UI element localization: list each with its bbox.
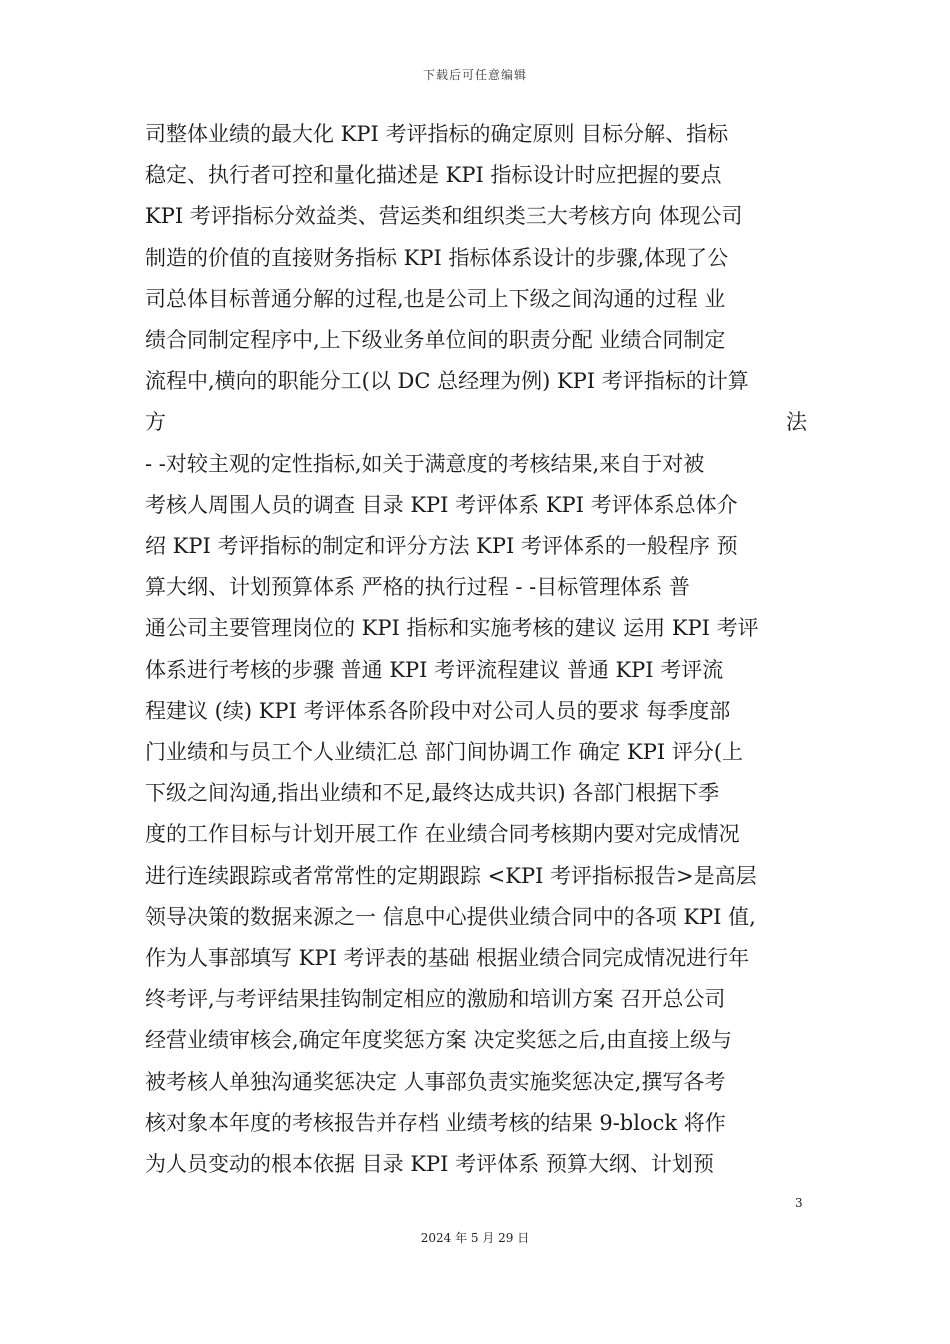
page-header: 下载后可任意编辑 (422, 68, 527, 82)
text-line: 为人员变动的根本依据 目录 KPI 考评体系 预算大纲、计划预 (145, 1152, 714, 1177)
text-line: 度的工作目标与计划开展工作 在业绩合同考核期内要对完成情况 (145, 822, 740, 847)
text-line: 作为人事部填写 KPI 考评表的基础 根据业绩合同完成情况进行年 (145, 946, 750, 971)
text-line: 稳定、执行者可控和量化描述是 KPI 指标设计时应把握的要点 (145, 163, 722, 188)
text-line: 制造的价值的直接财务指标 KPI 指标体系设计的步骤,体现了公 (145, 245, 729, 270)
text-line: 体系进行考核的步骤 普通 KPI 考评流程建议 普通 KPI 考评流 (145, 657, 724, 682)
text-line: 考核人周围人员的调查 目录 KPI 考评体系 KPI 考评体系总体介 (145, 492, 738, 517)
text-line: 司总体目标普通分解的过程,也是公司上下级之间沟通的过程 业 (145, 286, 726, 311)
text-line: 领导决策的数据来源之一 信息中心提供业绩合同中的各项 KPI 值, (145, 904, 756, 929)
text-line: 被考核人单独沟通奖惩决定 人事部负责实施奖惩决定,撰写各考 (145, 1069, 726, 1094)
text-line: 门业绩和与员工个人业绩汇总 部门间协调工作 确定 KPI 评分(上 (145, 740, 744, 765)
text-line: 程建议 (续) KPI 考评体系各阶段中对公司人员的要求 每季度部 (145, 698, 731, 723)
text-line: 司整体业绩的最大化 KPI 考评指标的确定原则 目标分解、指标 (145, 122, 729, 146)
text-line: 经营业绩审核会,确定年度奖惩方案 决定奖惩之后,由直接上级与 (145, 1028, 733, 1053)
text-line: 绩合同制定程序中,上下级业务单位间的职责分配 业绩合同制定 (145, 328, 726, 353)
text-line: 流程中,横向的职能分工(以 DC 总经理为例) KPI 考评指标的计算 (145, 369, 749, 394)
text-line: 算大纲、计划预算体系 严格的执行过程 - -目标管理体系 普 (145, 575, 690, 600)
text-line: 方 法 (145, 410, 807, 435)
text-line: 通公司主要管理岗位的 KPI 指标和实施考核的建议 运用 KPI 考评 (145, 616, 759, 641)
text-line: 终考评,与考评结果挂钩制定相应的激励和培训方案 召开总公司 (145, 987, 726, 1012)
text-line: 绍 KPI 考评指标的制定和评分方法 KPI 考评体系的一般程序 预 (145, 534, 738, 559)
text-line: KPI 考评指标分效益类、营运类和组织类三大考核方向 体现公司 (145, 204, 743, 229)
body-text (145, 114, 807, 1185)
footer-date: 2024 年 5 月 29 日 (420, 1231, 530, 1245)
text-line: 核对象本年度的考核报告并存档 业绩考核的结果 9-block 将作 (145, 1110, 726, 1135)
text-line: 进行连续跟踪或者常常性的定期跟踪 <KPI 考评指标报告>是高层 (145, 863, 757, 888)
text-line: - -对较主观的定性指标,如关于满意度的考核结果,来自于对被 (145, 451, 705, 476)
page-number: 3 (795, 1196, 803, 1210)
text-line: 下级之间沟通,指出业绩和不足,最终达成共识) 各部门根据下季 (145, 781, 720, 806)
